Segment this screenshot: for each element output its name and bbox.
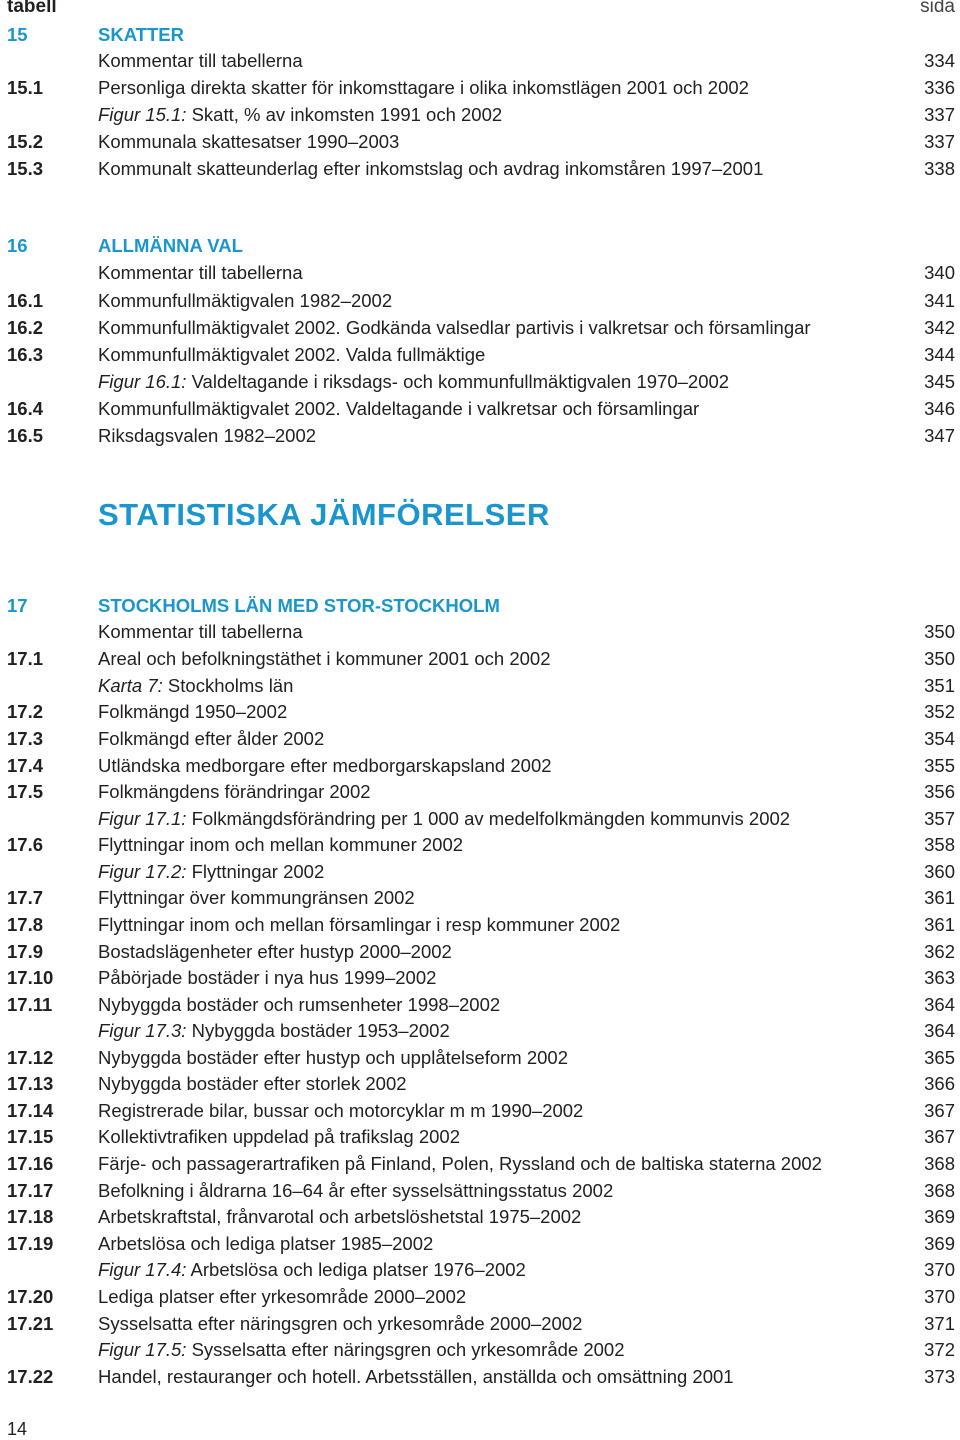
toc-entry: [0, 156, 960, 182]
entry-page: 344: [924, 344, 955, 365]
entry-title: [98, 129, 399, 155]
entry-text: Stockholms län: [162, 675, 294, 696]
entry-text: SKATTER: [98, 24, 184, 45]
entry-page: 334: [924, 50, 955, 71]
entry-page: 369: [924, 1206, 955, 1227]
entry-title: [98, 1257, 526, 1283]
entry-title: [98, 859, 324, 885]
section-heading: [0, 593, 960, 619]
entry-text: Arbetslösa och lediga platser 1985–2002: [98, 1233, 434, 1254]
entry-title: [98, 753, 552, 779]
figure-label: Karta 7:: [98, 675, 163, 696]
entry-page: 364: [924, 1020, 955, 1041]
entry-page: 351: [924, 675, 955, 696]
column-header-tabell: tabell: [7, 0, 57, 17]
entry-number: 17.13: [7, 1073, 54, 1094]
entry-title: [98, 1204, 581, 1230]
entry-title: [98, 1071, 407, 1097]
entry-page: 370: [924, 1259, 955, 1280]
entry-page: 363: [924, 967, 955, 988]
entry-page: 350: [924, 648, 955, 669]
toc-entry: [0, 779, 960, 805]
entry-title: [98, 156, 763, 182]
figure-entry: [0, 1337, 960, 1363]
entry-text: Flyttningar över kommungränsen 2002: [98, 887, 415, 908]
toc-entry: [0, 1045, 960, 1071]
figure-entry: [0, 673, 960, 699]
figure-entry: [0, 1018, 960, 1044]
toc-entry: [0, 912, 960, 938]
toc-entry: [0, 260, 960, 286]
entry-title: [98, 619, 303, 645]
entry-text: Folkmängd efter ålder 2002: [98, 728, 325, 749]
figure-label: Figur 17.5:: [98, 1339, 187, 1360]
toc-entry: [0, 1124, 960, 1150]
entry-text: Handel, restauranger och hotell. Arbetsställen, anställda och omsättning 2001: [98, 1366, 734, 1387]
entry-title: [98, 1364, 734, 1390]
entry-text: Befolkning i åldrarna 16–64 år efter sysselsättningsstatus 2002: [98, 1180, 614, 1201]
entry-text: Sysselsatta efter näringsgren och yrkesområde 2000–2002: [98, 1313, 583, 1334]
entry-number: 17.18: [7, 1206, 54, 1227]
entry-title: [98, 806, 790, 832]
entry-number: 17.10: [7, 967, 54, 988]
entry-text: Lediga platser efter yrkesområde 2000–2002: [98, 1286, 467, 1307]
entry-number: 17.5: [7, 781, 44, 802]
toc-entry: [0, 48, 960, 74]
entry-page: 360: [924, 861, 955, 882]
entry-number: 17.22: [7, 1366, 54, 1387]
entry-text: Folkmängd 1950–2002: [98, 701, 288, 722]
section-heading: [0, 233, 960, 259]
entry-title: [98, 1045, 568, 1071]
figure-entry: [0, 1257, 960, 1283]
toc-entry: [0, 646, 960, 672]
figure-entry: [0, 806, 960, 832]
toc-entry: [0, 1071, 960, 1097]
entry-page: 340: [924, 262, 955, 283]
toc-entry: [0, 885, 960, 911]
toc-entry: [0, 288, 960, 314]
entry-title: [98, 1151, 822, 1177]
entry-title: [98, 1178, 613, 1204]
entry-title: [98, 593, 500, 619]
figure-label: Figur 17.4:: [98, 1259, 187, 1280]
entry-number: 17.20: [7, 1286, 54, 1307]
entry-page: 352: [924, 701, 955, 722]
entry-title: [98, 369, 729, 395]
entry-text: Kollektivtrafiken uppdelad på trafikslag 2002: [98, 1126, 461, 1147]
entry-page: 361: [924, 887, 955, 908]
entry-text: ALLMÄNNA VAL: [98, 235, 243, 256]
entry-text: Arbetslösa och lediga platser 1976–2002: [186, 1259, 526, 1280]
entry-text: Kommentar till tabellerna: [98, 50, 303, 71]
toc-entry: [0, 619, 960, 645]
entry-number: 16.2: [7, 317, 44, 338]
toc-entry: [0, 992, 960, 1018]
entry-title: [98, 1337, 625, 1363]
entry-number: 15.1: [7, 77, 44, 98]
entry-number: 17.21: [7, 1313, 54, 1334]
toc-entry: [0, 75, 960, 101]
figure-label: Figur 17.1:: [98, 808, 187, 829]
entry-text: Kommunala skattesatser 1990–2003: [98, 131, 400, 152]
entry-page: 372: [924, 1339, 955, 1360]
entry-title: [98, 423, 316, 449]
entry-text: Skatt, % av inkomsten 1991 och 2002: [186, 104, 503, 125]
entry-number: 15.2: [7, 131, 44, 152]
toc-entry: [0, 753, 960, 779]
entry-page: 361: [924, 914, 955, 935]
entry-text: Flyttningar 2002: [186, 861, 325, 882]
big-heading: STATISTISKA JÄMFÖRELSER: [98, 497, 550, 532]
entry-number: 17.14: [7, 1100, 54, 1121]
entry-title: [98, 1311, 582, 1337]
entry-page: 341: [924, 290, 955, 311]
entry-title: [98, 939, 452, 965]
entry-page: 373: [924, 1366, 955, 1387]
entry-title: [98, 699, 287, 725]
entry-page: 368: [924, 1153, 955, 1174]
section-heading: [0, 22, 960, 48]
entry-text: Flyttningar inom och mellan kommuner 2002: [98, 834, 464, 855]
entry-text: Kommentar till tabellerna: [98, 262, 303, 283]
entry-text: Arbetskraftstal, frånvarotal och arbetslöshetstal 1975–2002: [98, 1206, 582, 1227]
entry-title: [98, 992, 500, 1018]
entry-text: Valdeltagande i riksdags- och kommunfullmäktigvalen 1970–2002: [186, 371, 730, 392]
entry-title: [98, 965, 436, 991]
entry-text: Registrerade bilar, bussar och motorcyklar m m 1990–2002: [98, 1100, 584, 1121]
entry-text: Folkmängdens förändringar 2002: [98, 781, 371, 802]
entry-title: [98, 673, 293, 699]
entry-number: 17.11: [7, 994, 53, 1015]
entry-page: 369: [924, 1233, 955, 1254]
entry-text: Kommunfullmäktigvalet 2002. Valda fullmäktige: [98, 344, 486, 365]
entry-number: 16.1: [7, 290, 44, 311]
toc-entry: [0, 965, 960, 991]
entry-text: Folkmängdsförändring per 1 000 av medelfolkmängden kommunvis 2002: [186, 808, 791, 829]
entry-title: [98, 48, 303, 74]
entry-page: 367: [924, 1100, 955, 1121]
toc-entry: [0, 939, 960, 965]
entry-text: STOCKHOLMS LÄN MED STOR-STOCKHOLM: [98, 595, 500, 616]
toc-entry: [0, 832, 960, 858]
entry-text: Utländska medborgare efter medborgarskapsland 2002: [98, 755, 552, 776]
column-header-sida: sida: [920, 0, 955, 17]
entry-text: Riksdagsvalen 1982–2002: [98, 425, 317, 446]
entry-page: 337: [924, 104, 955, 125]
entry-text: Nybyggda bostäder efter storlek 2002: [98, 1073, 407, 1094]
entry-title: [98, 885, 415, 911]
entry-text: Areal och befolkningstäthet i kommuner 2001 och 2002: [98, 648, 551, 669]
entry-text: Nybyggda bostäder efter hustyp och upplåtelseform 2002: [98, 1047, 568, 1068]
toc-entry: [0, 1311, 960, 1337]
toc-entry: [0, 1204, 960, 1230]
entry-title: [98, 75, 749, 101]
entry-number: 17.1: [7, 648, 44, 669]
entry-title: [98, 1124, 460, 1150]
entry-text: Kommentar till tabellerna: [98, 621, 303, 642]
entry-title: [98, 315, 811, 341]
entry-number: 16: [7, 235, 28, 256]
entry-number: 17.7: [7, 887, 44, 908]
entry-page: 356: [924, 781, 955, 802]
entry-number: 17: [7, 595, 28, 616]
entry-text: Flyttningar inom och mellan församlingar i resp kommuner 2002: [98, 914, 621, 935]
entry-page: 355: [924, 755, 955, 776]
entry-text: Personliga direkta skatter för inkomsttagare i olika inkomstlägen 2001 och 2002: [98, 77, 749, 98]
entry-title: [98, 396, 699, 422]
entry-title: [98, 102, 502, 128]
entry-page: 346: [924, 398, 955, 419]
entry-number: 16.4: [7, 398, 44, 419]
entry-text: Bostadslägenheter efter hustyp 2000–2002: [98, 941, 452, 962]
entry-title: [98, 233, 243, 259]
entry-title: [98, 646, 551, 672]
toc-entry: [0, 699, 960, 725]
entry-number: 16.5: [7, 425, 44, 446]
entry-number: 17.6: [7, 834, 44, 855]
figure-label: Figur 17.2:: [98, 861, 187, 882]
entry-number: 17.4: [7, 755, 44, 776]
entry-title: [98, 726, 324, 752]
figure-entry: [0, 369, 960, 395]
entry-title: [98, 1098, 583, 1124]
entry-number: 15: [7, 24, 28, 45]
entry-title: [98, 22, 184, 48]
entry-number: 17.12: [7, 1047, 54, 1068]
entry-text: Nybyggda bostäder 1953–2002: [186, 1020, 450, 1041]
entry-page: 336: [924, 77, 955, 98]
entry-number: 17.9: [7, 941, 44, 962]
entry-number: 17.15: [7, 1126, 54, 1147]
entry-page: 365: [924, 1047, 955, 1068]
entry-page: 347: [924, 425, 955, 446]
entry-page: 358: [924, 834, 955, 855]
entry-title: [98, 342, 485, 368]
entry-page: 354: [924, 728, 955, 749]
entry-title: [98, 1284, 466, 1310]
entry-page: 345: [924, 371, 955, 392]
entry-page: 366: [924, 1073, 955, 1094]
entry-text: Kommunfullmäktigvalen 1982–2002: [98, 290, 393, 311]
entry-number: 17.8: [7, 914, 44, 935]
entry-page: 362: [924, 941, 955, 962]
figure-label: Figur 15.1:: [98, 104, 187, 125]
toc-entry: [0, 396, 960, 422]
entry-page: 371: [924, 1313, 955, 1334]
entry-page: 370: [924, 1286, 955, 1307]
entry-page: 368: [924, 1180, 955, 1201]
entry-title: [98, 260, 303, 286]
entry-title: [98, 1231, 433, 1257]
toc-entry: [0, 1284, 960, 1310]
toc-entry: [0, 1178, 960, 1204]
entry-number: 17.3: [7, 728, 44, 749]
entry-text: Kommunfullmäktigvalet 2002. Valdeltagande i valkretsar och församlingar: [98, 398, 700, 419]
figure-entry: [0, 102, 960, 128]
entry-title: [98, 832, 463, 858]
entry-text: Kommunfullmäktigvalet 2002. Godkända valsedlar partivis i valkretsar och församlingar: [98, 317, 811, 338]
toc-entry: [0, 315, 960, 341]
toc-entry: [0, 1151, 960, 1177]
toc-entry: [0, 342, 960, 368]
entry-title: [98, 912, 620, 938]
entry-page: 367: [924, 1126, 955, 1147]
entry-page: 357: [924, 808, 955, 829]
entry-text: Påbörjade bostäder i nya hus 1999–2002: [98, 967, 437, 988]
toc-entry: [0, 1364, 960, 1390]
toc-entry: [0, 726, 960, 752]
entry-number: 17.19: [7, 1233, 54, 1254]
page-number: 14: [7, 1419, 28, 1439]
entry-title: [98, 779, 371, 805]
entry-title: [98, 288, 392, 314]
entry-page: 338: [924, 158, 955, 179]
entry-number: 17.16: [7, 1153, 54, 1174]
figure-label: Figur 16.1:: [98, 371, 187, 392]
entry-page: 337: [924, 131, 955, 152]
entry-number: 15.3: [7, 158, 44, 179]
entry-text: Färje- och passagerartrafiken på Finland, Polen, Ryssland och de baltiska staterna 2002: [98, 1153, 822, 1174]
toc-entry: [0, 129, 960, 155]
toc-entry: [0, 1098, 960, 1124]
entry-page: 350: [924, 621, 955, 642]
toc-entry: [0, 1231, 960, 1257]
entry-number: 17.2: [7, 701, 44, 722]
entry-number: 16.3: [7, 344, 44, 365]
toc-entry: [0, 423, 960, 449]
entry-page: 364: [924, 994, 955, 1015]
entry-text: Nybyggda bostäder och rumsenheter 1998–2002: [98, 994, 501, 1015]
figure-label: Figur 17.3:: [98, 1020, 187, 1041]
entry-title: [98, 1018, 450, 1044]
entry-text: Sysselsatta efter näringsgren och yrkesområde 2002: [186, 1339, 625, 1360]
entry-text: Kommunalt skatteunderlag efter inkomstslag och avdrag inkomståren 1997–2001: [98, 158, 764, 179]
entry-number: 17.17: [7, 1180, 54, 1201]
figure-entry: [0, 859, 960, 885]
entry-page: 342: [924, 317, 955, 338]
